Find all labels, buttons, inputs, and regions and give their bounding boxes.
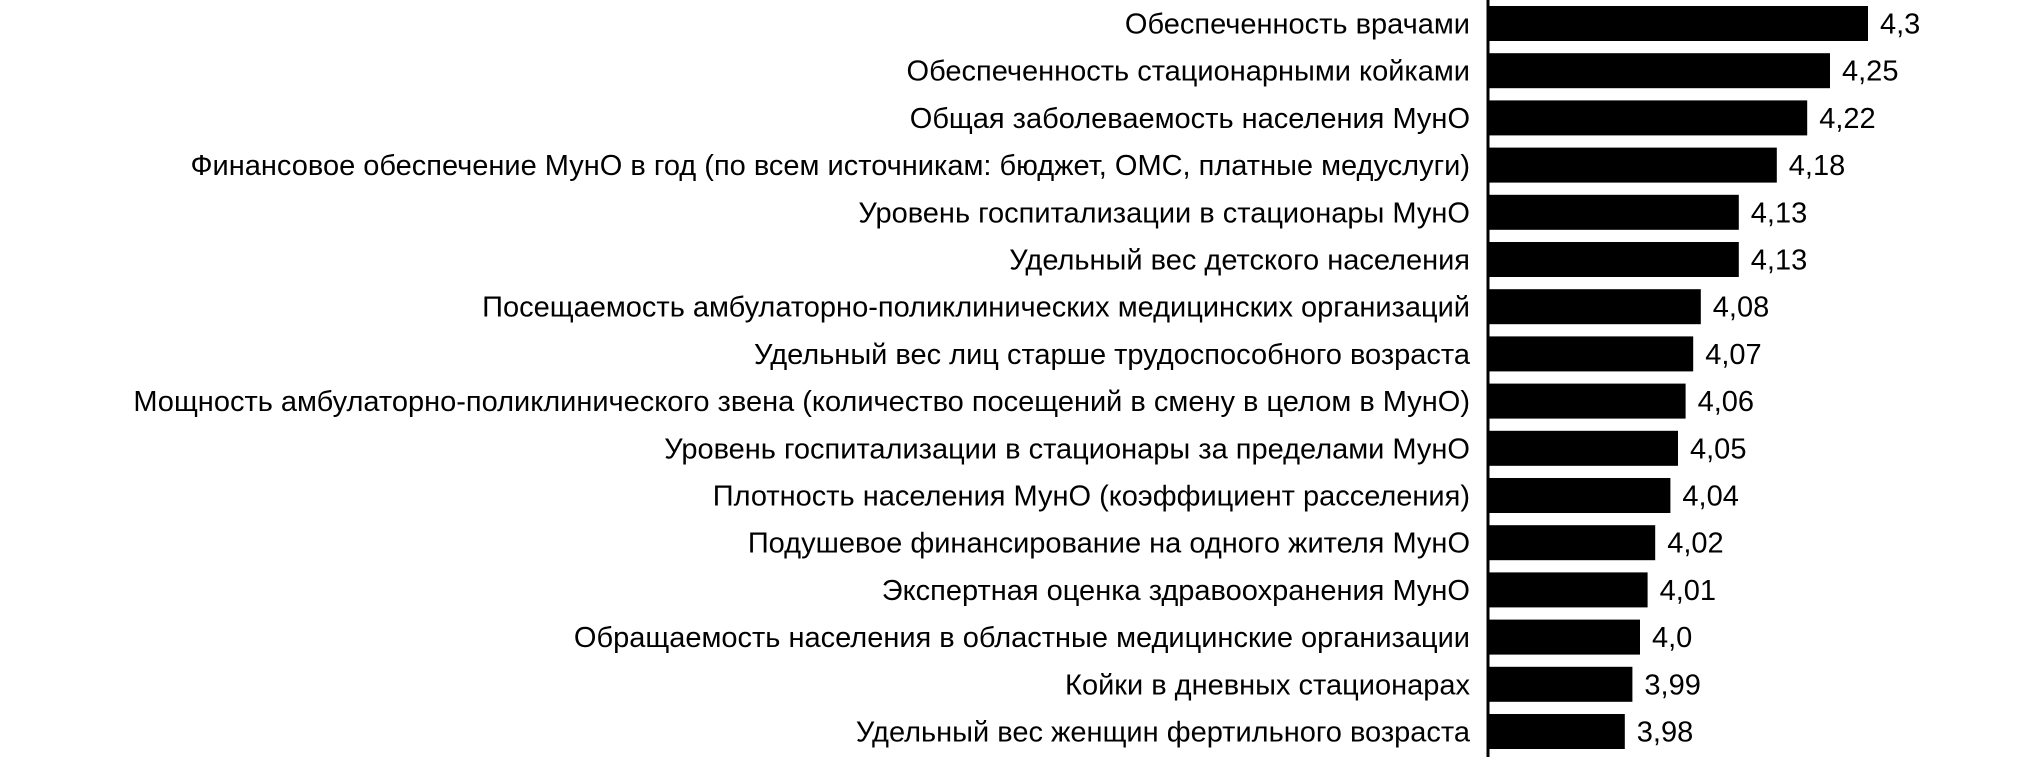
bar: [1488, 148, 1777, 183]
category-label: Общая заболеваемость населения МунО: [909, 102, 1470, 135]
data-label: 4,25: [1842, 55, 1899, 88]
category-label: Обеспеченность врачами: [1124, 8, 1470, 41]
data-label: 3,98: [1636, 716, 1694, 749]
data-label: 4,13: [1750, 244, 1808, 277]
bar: [1488, 478, 1670, 513]
data-label: 4,02: [1667, 527, 1724, 560]
data-label: 4,06: [1697, 386, 1755, 419]
category-label: Финансовое обеспечение МунО в год (по всем источникам: бюджет, ОМС, платные медуслуги): [190, 150, 1470, 183]
bar: [1488, 195, 1739, 230]
bar: [1488, 53, 1830, 88]
category-label: Удельный вес детского населения: [1009, 244, 1470, 277]
bar: [1488, 289, 1701, 324]
category-label: Удельный вес женщин фертильного возраста: [855, 716, 1470, 749]
category-label: Плотность населения МунО (коэффициент расселения): [712, 480, 1470, 513]
data-label: 4,01: [1659, 574, 1717, 607]
data-label: 4,05: [1690, 433, 1747, 466]
data-label: 4,08: [1712, 291, 1770, 324]
bar: [1488, 384, 1686, 419]
data-label: 3,99: [1644, 669, 1701, 702]
data-label: 4,13: [1750, 197, 1808, 230]
bar: [1488, 100, 1807, 135]
category-label: Обращаемость населения в областные медицинские организации: [573, 622, 1470, 655]
bar: [1488, 336, 1693, 371]
category-label: Экспертная оценка здравоохранения МунО: [881, 574, 1470, 607]
data-label: 4,22: [1819, 102, 1876, 135]
bar: [1488, 6, 1868, 41]
data-label: 4,0: [1652, 622, 1693, 655]
bar: [1488, 620, 1640, 655]
category-label: Мощность амбулаторно-поликлинического звена (количество посещений в смену в целом в МунО): [133, 386, 1470, 419]
category-label: Подушевое финансирование на одного жителя МунО: [747, 527, 1470, 560]
bar: [1488, 572, 1648, 607]
bar: [1488, 525, 1655, 560]
category-label: Уровень госпитализации в стационары за пределами МунО: [664, 433, 1470, 466]
bar: [1488, 242, 1739, 277]
data-label: 4,18: [1788, 150, 1846, 183]
category-label: Обеспеченность стационарными койками: [906, 55, 1470, 88]
category-label: Удельный вес лиц старше трудоспособного возраста: [754, 338, 1470, 371]
bar: [1488, 431, 1678, 466]
category-label: Уровень госпитализации в стационары МунО: [858, 197, 1470, 230]
data-label: 4,07: [1705, 338, 1762, 371]
category-labels: [133, 9, 1471, 749]
category-label: Койки в дневных стационарах: [1065, 669, 1470, 702]
category-label: Посещаемость амбулаторно-поликлинических медицинских организаций: [482, 291, 1470, 324]
bar: [1488, 667, 1632, 702]
data-label: 4,3: [1880, 8, 1921, 41]
bar: [1488, 714, 1625, 749]
data-label: 4,04: [1682, 480, 1739, 513]
